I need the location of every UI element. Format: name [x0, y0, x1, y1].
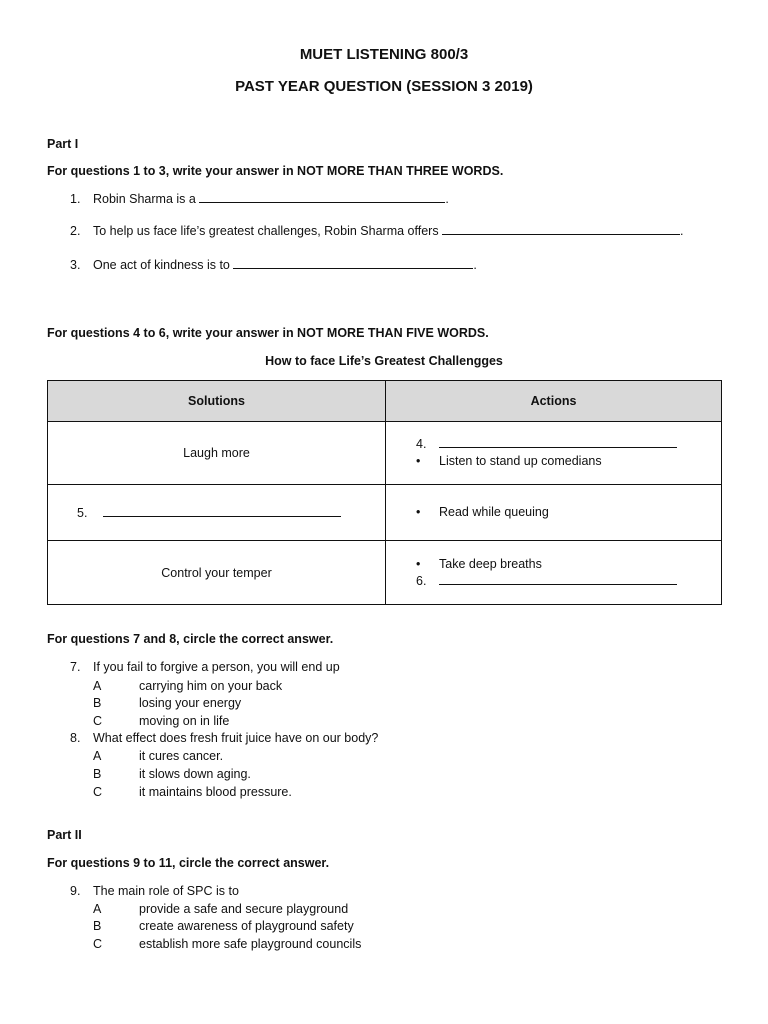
- option-item[interactable]: [93, 714, 229, 728]
- option-item[interactable]: [93, 767, 251, 781]
- option-text: it maintains blood pressure.: [139, 785, 292, 799]
- action-text: Read while queuing: [439, 505, 549, 519]
- question-number: 9.: [70, 884, 81, 898]
- answer-blank[interactable]: [103, 505, 341, 517]
- answer-blank[interactable]: [233, 257, 473, 269]
- option-item[interactable]: [93, 679, 282, 693]
- action-line: [386, 453, 721, 470]
- question-text: One act of kindness is to: [93, 258, 234, 272]
- question-text: What effect does fresh fruit juice have on our body?: [93, 731, 379, 745]
- question-number: 7.: [70, 660, 81, 674]
- solution-cell: Laugh more: [48, 422, 386, 485]
- solution-cell: [48, 485, 386, 541]
- action-cell: [386, 422, 722, 485]
- action-text: Take deep breaths: [439, 556, 542, 571]
- table-caption: How to face Life’s Greatest Challengges: [265, 354, 503, 368]
- instruction-1-3: For questions 1 to 3, write your answer in NOT MORE THAN THREE WORDS.: [47, 164, 504, 178]
- option-item[interactable]: [93, 749, 223, 763]
- option-letter: B: [93, 696, 102, 710]
- option-text: establish more safe playground councils: [139, 937, 362, 951]
- question-number: 1.: [70, 192, 81, 206]
- action-text: Listen to stand up comedians: [439, 454, 602, 468]
- question-text: To help us face life’s greatest challenges, Robin Sharma offers: [93, 224, 443, 238]
- page-title: MUET LISTENING 800/3: [299, 46, 469, 63]
- option-item[interactable]: [93, 937, 361, 951]
- question-3: [70, 257, 477, 272]
- option-item[interactable]: [93, 696, 241, 710]
- option-text: moving on in life: [139, 714, 230, 728]
- answer-blank[interactable]: [439, 573, 677, 585]
- question-8: [70, 731, 378, 745]
- option-letter: C: [93, 714, 103, 728]
- bullet-icon: •: [416, 505, 421, 519]
- answer-blank[interactable]: [199, 191, 445, 203]
- table-header-row: [48, 381, 722, 422]
- header-actions: Actions: [386, 381, 722, 422]
- option-text: create awareness of playground safety: [139, 919, 354, 933]
- question-1: [70, 191, 449, 206]
- question-text: Robin Sharma is a: [93, 192, 200, 206]
- solution-number: 5.: [77, 506, 88, 520]
- option-letter: B: [93, 919, 102, 933]
- action-cell: [386, 485, 722, 541]
- question-end: .: [445, 192, 449, 206]
- action-line: [386, 436, 721, 453]
- question-7: [70, 660, 340, 674]
- option-letter: A: [93, 902, 102, 916]
- header-solutions: Solutions: [48, 381, 386, 422]
- option-text: it slows down aging.: [139, 767, 251, 781]
- option-text: carrying him on your back: [139, 679, 283, 693]
- table-row: [48, 485, 722, 541]
- option-item[interactable]: [93, 919, 354, 933]
- action-line: [386, 573, 721, 590]
- instruction-4-6: For questions 4 to 6, write your answer in NOT MORE THAN FIVE WORDS.: [47, 326, 489, 340]
- action-cell: [386, 541, 722, 605]
- option-letter: A: [93, 679, 102, 693]
- action-line: [386, 504, 721, 521]
- question-number: 2.: [70, 224, 81, 238]
- option-text: losing your energy: [139, 696, 242, 710]
- solution-cell: Control your temper: [48, 541, 386, 605]
- action-line: [386, 556, 721, 573]
- instruction-7-8: For questions 7 and 8, circle the correct answer.: [47, 632, 334, 646]
- option-letter: C: [93, 937, 103, 951]
- answer-blank[interactable]: [439, 436, 677, 448]
- bullet-icon: •: [416, 454, 421, 468]
- option-text: it cures cancer.: [139, 749, 224, 763]
- solutions-actions-table: [47, 380, 722, 605]
- option-text: provide a safe and secure playground: [139, 902, 349, 916]
- table-row: [48, 541, 722, 605]
- question-number: 8.: [70, 731, 81, 745]
- option-item[interactable]: [93, 902, 348, 916]
- question-2: [70, 223, 684, 238]
- question-text: The main role of SPC is to: [93, 884, 239, 898]
- part2-label: Part II: [47, 828, 82, 842]
- option-letter: B: [93, 767, 102, 781]
- question-number: 3.: [70, 258, 81, 272]
- answer-blank[interactable]: [442, 223, 680, 235]
- option-item[interactable]: [93, 785, 292, 799]
- page-subtitle: PAST YEAR QUESTION (SESSION 3 2019): [235, 78, 533, 95]
- part1-label: Part I: [47, 137, 79, 151]
- question-text: If you fail to forgive a person, you will end up: [93, 660, 340, 674]
- option-letter: A: [93, 749, 102, 763]
- option-letter: C: [93, 785, 103, 799]
- question-end: .: [680, 224, 684, 238]
- action-number: 4.: [416, 437, 427, 451]
- bullet-icon: •: [416, 556, 421, 571]
- action-number: 6.: [416, 573, 427, 588]
- question-end: .: [473, 258, 477, 272]
- solution-line: [48, 505, 385, 520]
- instruction-9-11: For questions 9 to 11, circle the correct answer.: [47, 856, 330, 870]
- table-row: [48, 422, 722, 485]
- question-9: [70, 884, 239, 898]
